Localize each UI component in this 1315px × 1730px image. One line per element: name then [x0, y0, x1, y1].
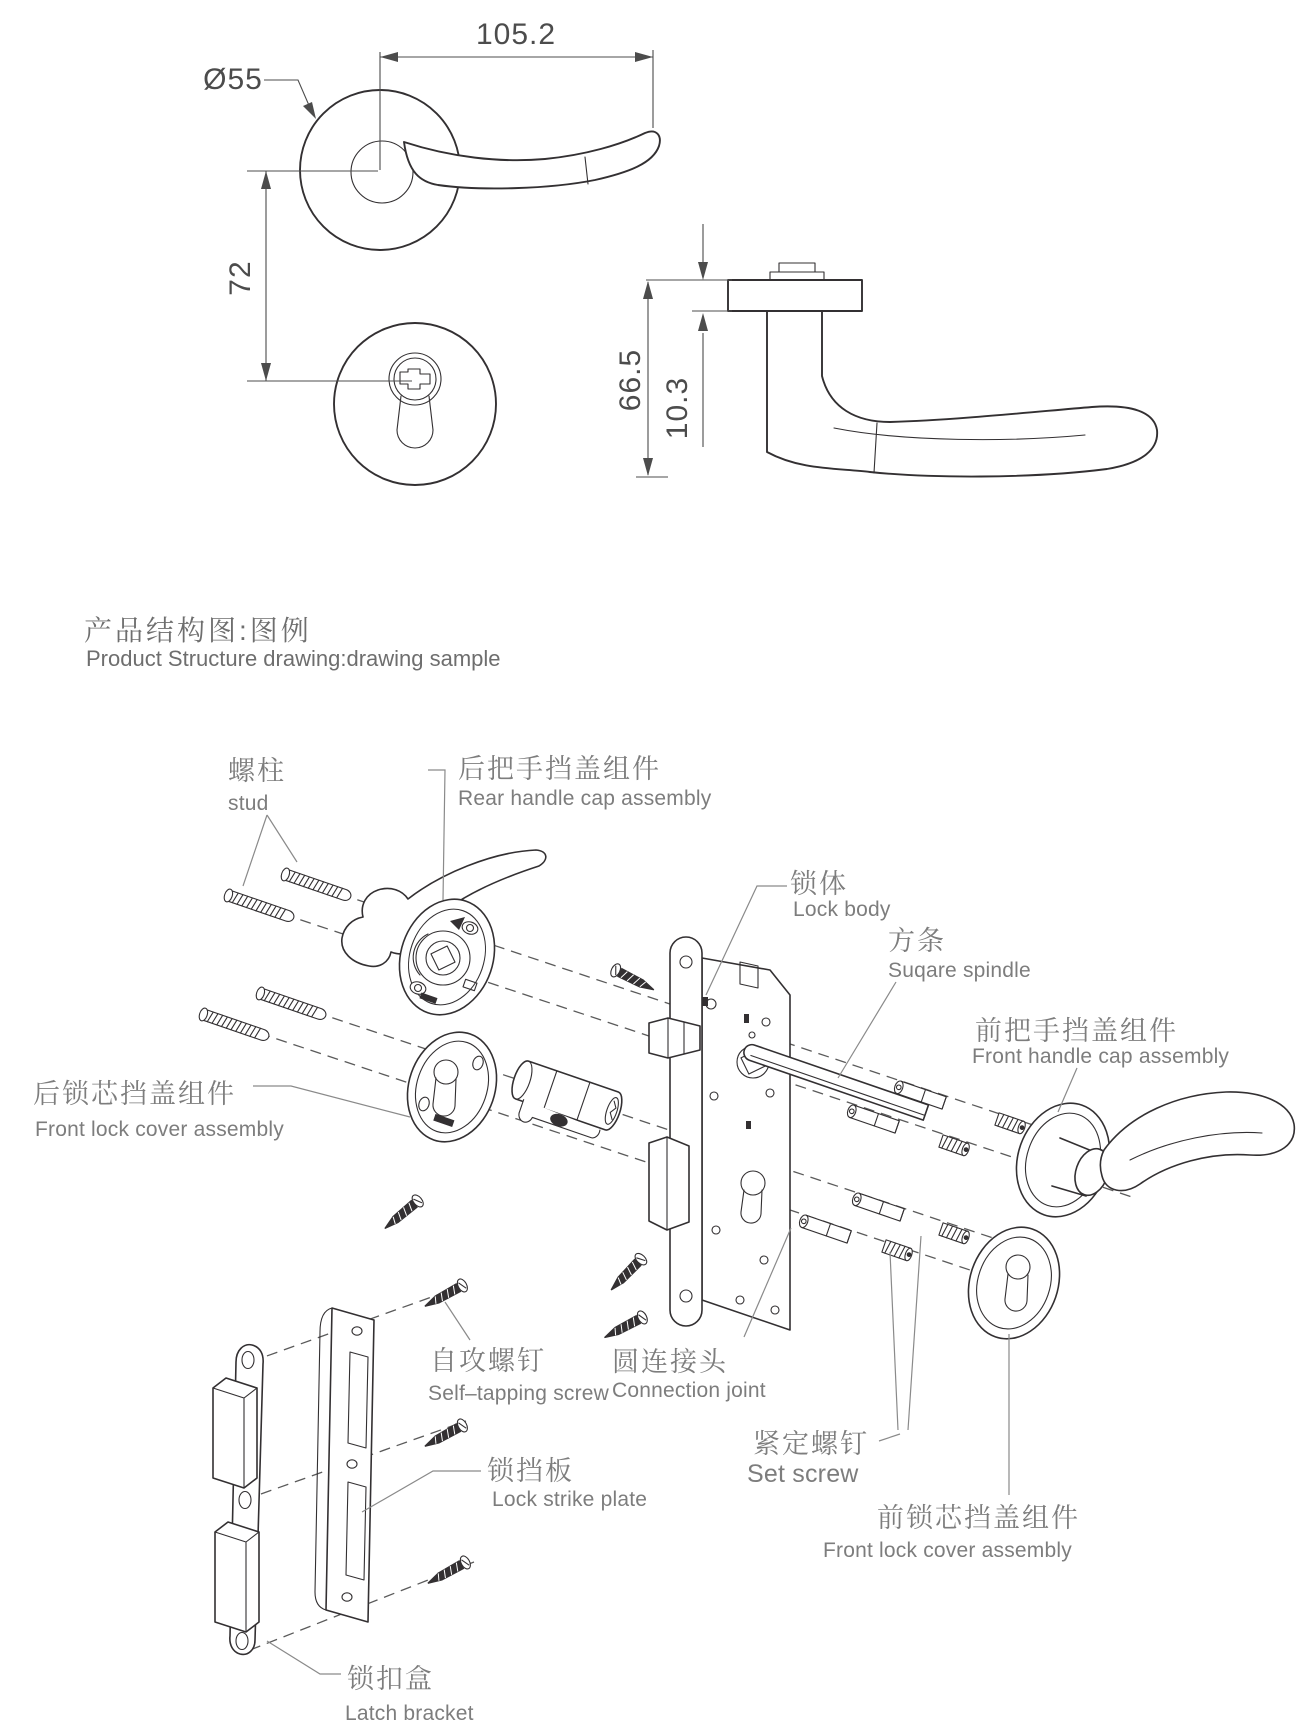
label-lock-body-zh: 锁体: [790, 869, 848, 899]
label-rear-cover-zh: 后锁芯挡盖组件: [33, 1079, 236, 1109]
lock-strike-plate-drawing: [315, 1308, 374, 1622]
label-strike-plate-en: Lock strike plate: [492, 1488, 648, 1511]
section-title-en: Product Structure drawing:drawing sample: [86, 646, 501, 671]
label-latch-bracket-en: Latch bracket: [345, 1702, 474, 1725]
keyway-slot: [400, 369, 430, 389]
label-front-handle-zh: 前把手挡盖组件: [975, 1016, 1178, 1046]
rose-side-plate: [728, 280, 862, 311]
front-lock-cover-assembly-drawing: [954, 1215, 1074, 1351]
label-latch-bracket-zh: 锁扣盒: [347, 1664, 434, 1694]
label-front-handle-en: Front handle cap assembly: [972, 1045, 1230, 1068]
leader-latch-bracket: [267, 1641, 341, 1674]
section-title-zh: 产品结构图:图例: [84, 615, 312, 646]
label-spindle-zh: 方条: [888, 926, 946, 956]
lever-handle-side: [767, 311, 1157, 477]
label-stud-zh: 螺柱: [228, 756, 286, 786]
spindle-cap-side: [770, 263, 824, 280]
lock-body-drawing: [649, 937, 790, 1330]
euro-cylinder-drawing: [502, 1058, 626, 1150]
front-view-drawing: [203, 18, 660, 485]
dim-text-center-distance: 72: [224, 260, 257, 296]
label-connection-joint-en: Connection joint: [612, 1379, 766, 1402]
dim-text-overall-height: 66.5: [614, 348, 647, 412]
axis-line: [208, 1016, 1048, 1296]
part-labels: [33, 754, 1229, 1725]
label-tapping-screw-zh: 自攻螺钉: [430, 1346, 546, 1376]
label-strike-plate-zh: 锁挡板: [487, 1456, 574, 1486]
label-connection-joint-zh: 圆连接头: [612, 1347, 728, 1377]
stud-drawings: [198, 867, 353, 1043]
section-title: [84, 615, 501, 671]
cylinder-face-outer: [389, 353, 441, 405]
leader-strike-plate: [362, 1471, 481, 1512]
dim-rose-diameter: [203, 63, 316, 119]
leader-tapping-screw: [445, 1302, 470, 1340]
label-set-screw-zh: 紧定螺钉: [753, 1429, 869, 1459]
rose-neck-collar: [351, 141, 413, 203]
label-lock-body-en: Lock body: [793, 898, 891, 921]
side-view-drawing: [614, 224, 1157, 477]
dim-text-rose-thickness: 10.3: [661, 376, 694, 440]
euro-keyhole-bulb: [397, 396, 433, 448]
dim-rose-thickness: [661, 224, 708, 447]
latch-bracket-drawing: [213, 1345, 263, 1655]
leader-rear-cover: [253, 1086, 410, 1117]
dim-text-handle-length: 105.2: [475, 18, 557, 51]
label-spindle-en: Suqare spindle: [888, 959, 1031, 982]
leader-spindle: [838, 982, 896, 1078]
escutcheon-outline: [334, 323, 496, 485]
lever-handle-front: [404, 131, 660, 188]
label-set-screw-en: Set screw: [747, 1460, 859, 1488]
label-tapping-screw-en: Self–tapping screw: [428, 1382, 610, 1405]
label-front-cover-en: Front lock cover assembly: [823, 1539, 1072, 1562]
rear-lock-cover-assembly-drawing: [393, 1020, 511, 1154]
front-handle-cap-assembly-drawing: [1002, 1091, 1295, 1230]
label-rear-handle-zh: 后把手挡盖组件: [458, 754, 661, 784]
label-rear-cover-en: Front lock cover assembly: [35, 1118, 284, 1141]
label-rear-handle-en: Rear handle cap assembly: [458, 787, 712, 810]
leader-set-screw: [879, 1236, 921, 1441]
label-front-cover-zh: 前锁芯挡盖组件: [877, 1503, 1080, 1533]
dim-text-rose-diameter: Ø55: [203, 63, 263, 96]
label-stud-en: stud: [228, 792, 269, 815]
